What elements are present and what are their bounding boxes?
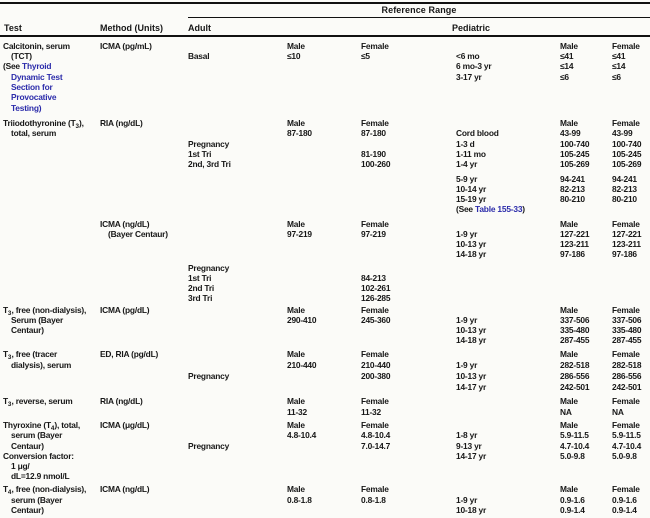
cell-ped-female: Female [612,484,640,494]
cell-ped-male: 0.9-1.4 [560,505,585,515]
cell-test [3,62,51,72]
cell-ped-female: 242-501 [612,382,642,392]
cell-adult-male: Male [287,118,305,128]
table-line [0,175,650,185]
cell-condition: Pregnancy [188,263,230,273]
table-line [0,485,650,495]
cell-test: dialysis), serum [11,360,72,370]
cell-ped-female: 127-221 [612,229,642,239]
cell-ped-male: Male [560,396,578,406]
cell-ped-age: 14-17 yr [456,382,487,392]
cell-adult-male: 97-219 [287,229,312,239]
table-line [0,452,650,462]
subscript: 3 [7,309,12,317]
cell-adult-female: Female [361,349,389,359]
cell-adult-female: 4.8-10.4 [361,430,391,440]
subscript: 3 [75,122,80,130]
table-line [0,93,650,103]
cell-ped-age: 1-9 yr [456,495,478,505]
text-segment: , free (non-dialysis), [11,305,87,315]
cell-test: total, serum [11,128,57,138]
reference-range-header: Reference Range [381,5,457,15]
cell-adult-female: Female [361,118,389,128]
cell-ped-male: 43-99 [560,128,581,138]
cell-condition: 2nd, 3rd Tri [188,159,231,169]
cell-ped-male: Male [560,349,578,359]
table-line [0,240,650,250]
cell-test [11,93,56,103]
text-segment: T [3,305,8,315]
cell-ped-male: 123-211 [560,239,589,249]
cell-adult-female: 100-260 [361,159,391,169]
cell-ped-female: NA [612,407,624,417]
cell-ped-female: 5.0-9.8 [612,451,637,461]
cell-adult-male: Male [287,41,305,51]
table-line [0,421,650,431]
cell-test: 1 μg/ [11,461,30,471]
cell-condition: Basal [188,51,210,61]
cell-method: ICMA (μg/dL) [100,420,150,430]
cell-adult-male: Male [287,420,305,430]
cell-ped-age: 1-9 yr [456,229,478,239]
cell-ped-age: 1-9 yr [456,360,478,370]
cell-ped-age: 1-8 yr [456,430,478,440]
cell-ped-female: 286-556 [612,371,642,381]
cell-ped-age: 10-18 yr [456,505,487,515]
cell-test [3,350,57,360]
cell-ped-female: Female [612,349,640,359]
cell-ped-age: 10-13 yr [456,325,487,335]
cell-ped-female: 123-211 [612,239,641,249]
cell-adult-male: 4.8-10.4 [287,430,317,440]
table-line [0,496,650,506]
cell-ped-female: 0.9-1.6 [612,495,637,505]
cell-ped-age: 10-14 yr [456,184,487,194]
cell-method: RIA (ng/dL) [100,118,143,128]
cell-ped-male: Male [560,305,578,315]
table-line [0,140,650,150]
cell-ped-male: NA [560,407,572,417]
cell-ped-female: ≤6 [612,72,621,82]
cell-adult-female: 0.8-1.8 [361,495,386,505]
cell-test: (TCT) [11,51,32,61]
cross-reference-link[interactable]: Provocative [11,92,57,102]
cell-test: Centaur) [11,505,44,515]
cell-ped-female: Female [612,41,640,51]
cell-ped-female: Female [612,219,640,229]
cell-test: Centaur) [11,325,44,335]
cell-ped-age: 1-4 yr [456,159,478,169]
table-line [0,73,650,83]
table-top-rule [0,2,650,4]
table-line [0,205,650,215]
table-line [0,431,650,441]
table-line [0,284,650,294]
cell-ped-female: Female [612,396,640,406]
cell-adult-male: ≤10 [287,51,301,61]
table-line [0,350,650,360]
cell-ped-male: 335-480 [560,325,590,335]
cell-adult-female: Female [361,219,389,229]
text-segment: , free (non-dialysis), [11,484,87,494]
cross-reference-link[interactable]: Thyroid [22,61,52,71]
table-line [0,472,650,482]
cell-ped-male: 282-518 [560,360,590,370]
table-line [0,397,650,407]
cell-condition: Pregnancy [188,139,230,149]
cell-ped-male: ≤6 [560,72,569,82]
cell-ped-age: 6 mo-3 yr [456,61,492,71]
column-header-method: Method (Units) [100,23,163,33]
cell-adult-female: 11-32 [361,407,381,417]
cell-ped-female: Female [612,420,640,430]
cell-ped-female: 82-213 [612,184,637,194]
table-line [0,104,650,114]
cell-ped-female: 287-455 [612,335,642,345]
text-segment: (See [456,204,476,214]
cell-ped-female: 4.7-10.4 [612,441,642,451]
table-line [0,306,650,316]
cell-ped-female: 43-99 [612,128,633,138]
cell-ped-male: ≤41 [560,51,574,61]
cell-ped-male: 80-210 [560,194,585,204]
table-line [0,230,650,240]
table-line [0,62,650,72]
table-line [0,250,650,260]
cell-adult-female: Female [361,41,389,51]
cell-ped-female: 100-740 [612,139,642,149]
cell-test: Calcitonin, serum [3,41,70,51]
cell-adult-male: Male [287,396,305,406]
cell-adult-female: Female [361,420,389,430]
text-segment: Triiodothyronine (T [3,118,76,128]
cell-ped-male: Male [560,41,578,51]
table-line [0,294,650,304]
cell-adult-male: 87-180 [287,128,312,138]
cell-ped-age: 5-9 yr [456,174,478,184]
cell-adult-female: 102-261 [361,283,391,293]
cell-ped-male: 337-506 [560,315,590,325]
cell-ped-male: 5.0-9.8 [560,451,585,461]
column-header-test: Test [4,23,22,33]
cell-adult-male: Male [287,349,305,359]
cell-ped-male: 4.7-10.4 [560,441,590,451]
cell-ped-female: ≤14 [612,61,626,71]
cell-ped-male: 127-221 [560,229,590,239]
table-line [0,336,650,346]
cell-adult-male: Male [287,305,305,315]
cell-ped-male: 286-556 [560,371,590,381]
table-line [0,195,650,205]
cell-adult-male: 210-440 [287,360,317,370]
cell-ped-female: 335-480 [612,325,642,335]
cell-adult-female: 126-285 [361,293,391,303]
cell-ped-male: 287-455 [560,335,590,345]
cell-adult-female: 87-180 [361,128,386,138]
cell-ped-male: Male [560,420,578,430]
cell-test: serum (Bayer [11,495,63,505]
cell-ped-female: 0.9-1.4 [612,505,637,515]
header-bottom-rule [0,35,650,37]
cell-ped-age: 3-17 yr [456,72,482,82]
table-line [0,264,650,274]
cell-condition: 2nd Tri [188,283,215,293]
table-line [0,383,650,393]
text-segment: T [3,349,8,359]
cell-ped-female: ≤41 [612,51,626,61]
cell-ped-age: 14-18 yr [456,249,487,259]
cell-adult-male: 0.8-1.8 [287,495,312,505]
text-segment: T [3,396,8,406]
cell-method: ICMA (pg/mL) [100,41,152,51]
cell-ped-male: Male [560,118,578,128]
column-header-adult: Adult [188,23,211,33]
cell-ped-male: 105-245 [560,149,590,159]
cell-test: Serum (Bayer [11,315,64,325]
table-line [0,274,650,284]
cell-ped-male: 5.9-11.5 [560,430,589,440]
cell-method: ICMA (ng/dL) [100,219,150,229]
cell-ped-male: 242-501 [560,382,590,392]
cell-condition: Pregnancy [188,371,230,381]
table-line [0,52,650,62]
cross-reference-link[interactable]: Testing) [11,103,42,113]
cell-ped-age: 1-11 mo [456,149,486,159]
cell-adult-female: 97-219 [361,229,386,239]
cell-method: ICMA (pg/dL) [100,305,150,315]
subscript: 4 [50,424,55,432]
text-segment: (See [3,61,23,71]
table-line [0,361,650,371]
cell-ped-female: Female [612,118,640,128]
cell-adult-female: 81-190 [361,149,386,159]
table-line [0,119,650,129]
subscript: 3 [7,353,12,361]
table-line [0,185,650,195]
text-segment: , reverse, serum [11,396,73,406]
cell-ped-male: Male [560,484,578,494]
cell-test [3,485,86,495]
cross-reference-link[interactable]: Dynamic Test [11,72,63,82]
cell-ped-male: ≤14 [560,61,574,71]
cell-ped-age: 14-17 yr [456,451,487,461]
text-segment: ), total, [54,420,81,430]
table-line [0,316,650,326]
cell-adult-male: Male [287,219,305,229]
cell-adult-male: Male [287,484,305,494]
cell-method: ICMA (ng/dL) [100,484,150,494]
cross-reference-link[interactable]: Section for [11,82,53,92]
cell-test: Conversion factor: [3,451,74,461]
table-line [0,326,650,336]
cell-ped-age: Cord blood [456,128,499,138]
table-line [0,220,650,230]
cell-ped-age: 10-13 yr [456,239,487,249]
table-line [0,42,650,52]
cell-ped-female: 97-186 [612,249,637,259]
cell-method: RIA (ng/dL) [100,396,143,406]
cell-ped-age: 9-13 yr [456,441,482,451]
cell-adult-female: ≤5 [361,51,370,61]
cell-ped-female: 337-506 [612,315,642,325]
text-segment: Thyroxine (T [3,420,51,430]
cell-ped-female: 5.9-11.5 [612,430,641,440]
cell-ped-male: 94-241 [560,174,585,184]
cell-ped-male: 82-213 [560,184,585,194]
cell-test: serum (Bayer [11,430,63,440]
cell-adult-female: 200-380 [361,371,391,381]
cell-test: Centaur) [11,441,44,451]
cell-method: ED, RIA (pg/dL) [100,349,159,359]
cell-adult-female: 7.0-14.7 [361,441,391,451]
cell-ped-female: 282-518 [612,360,642,370]
cell-test: dL=12.9 nmol/L [11,471,70,481]
cell-ped-age: 1-3 d [456,139,475,149]
cell-adult-male: 290-410 [287,315,317,325]
cell-adult-female: 210-440 [361,360,391,370]
text-segment: T [3,484,8,494]
cell-ped-female: 80-210 [612,194,637,204]
table-line [0,442,650,452]
table-line [0,462,650,472]
subscript: 3 [7,400,12,408]
cell-adult-female: Female [361,484,389,494]
cell-ped-male: 0.9-1.6 [560,495,585,505]
table-line [0,506,650,516]
cell-condition: Pregnancy [188,441,230,451]
cell-method: (Bayer Centaur) [108,229,168,239]
table-line [0,129,650,139]
cell-condition: 1st Tri [188,273,212,283]
cell-ped-female: 105-245 [612,149,642,159]
text-segment: , free (tracer [11,349,58,359]
cell-ped-age: 14-18 yr [456,335,487,345]
text-segment: ), [79,118,84,128]
cell-condition: 3rd Tri [188,293,213,303]
cell-ped-female: 105-269 [612,159,642,169]
cell-adult-female: 245-360 [361,315,391,325]
cell-ped-age: <6 mo [456,51,480,61]
cell-ped-male: 105-269 [560,159,590,169]
cell-condition: 1st Tri [188,149,212,159]
text-segment: ) [522,204,525,214]
cell-ped-age: 10-13 yr [456,371,487,381]
cell-ped-age: 15-19 yr [456,194,487,204]
cell-adult-female: Female [361,396,389,406]
cell-ped-age: 1-9 yr [456,315,478,325]
cell-ped-male: Male [560,219,578,229]
reference-range-underline [188,17,650,18]
cell-test [11,104,41,114]
column-header-pediatric: Pediatric [452,23,491,33]
table-line [0,408,650,418]
cross-reference-link[interactable]: Table 155-33 [475,204,523,214]
table-line [0,160,650,170]
cell-adult-female: Female [361,305,389,315]
table-line [0,83,650,93]
table-line [0,150,650,160]
cell-ped-female: 94-241 [612,174,637,184]
table-line [0,372,650,382]
cell-adult-male: 11-32 [287,407,307,417]
cell-ped-age [456,205,525,215]
subscript: 4 [7,488,12,496]
cell-adult-female: 84-213 [361,273,386,283]
cell-ped-male: 100-740 [560,139,590,149]
cell-ped-male: 97-186 [560,249,585,259]
cell-test [3,397,73,407]
cell-ped-female: Female [612,305,640,315]
